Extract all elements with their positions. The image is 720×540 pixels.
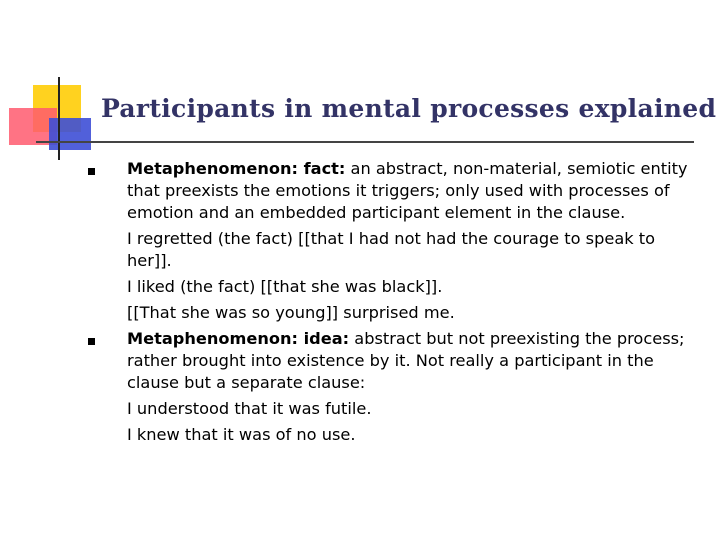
slide-title: Participants in mental processes explained: [101, 94, 717, 123]
example-line: I regretted (the fact) [[that I had not had the courage to speak to her]].: [127, 229, 656, 270]
bullet-fact: [88, 158, 698, 328]
bullet-body: [127, 158, 697, 328]
bullet-definition: [127, 158, 697, 224]
example-line: I liked (the fact) [[that she was black]].: [127, 277, 443, 296]
bullet-marker: [88, 168, 95, 175]
bullet-term: Metaphenomenon: idea:: [127, 329, 350, 348]
example-line: I knew that it was of no use.: [127, 425, 356, 444]
example-line: I understood that it was futile.: [127, 399, 372, 418]
decor-blue-square: [49, 118, 91, 150]
bullet-marker: [88, 338, 95, 345]
bullet-definition-text: an abstract, non-material, semiotic entity that preexists the emotions it triggers; only used with processes of emotion and an embedded participant element in the clause.: [127, 159, 688, 222]
example-line: [[That she was so young]] surprised me.: [127, 303, 455, 322]
bullet-list: [88, 158, 698, 450]
bullet-idea: [88, 328, 698, 450]
bullet-term: Metaphenomenon: fact:: [127, 159, 346, 178]
bullet-body: [127, 328, 697, 450]
title-underline: [36, 141, 694, 143]
bullet-definition: [127, 328, 697, 394]
decor-vertical-line: [58, 77, 60, 160]
bullet-definition-text: abstract but not preexisting the process; rather brought into existence by it. Not really a participant in the clause but a separate clause:: [127, 329, 685, 392]
